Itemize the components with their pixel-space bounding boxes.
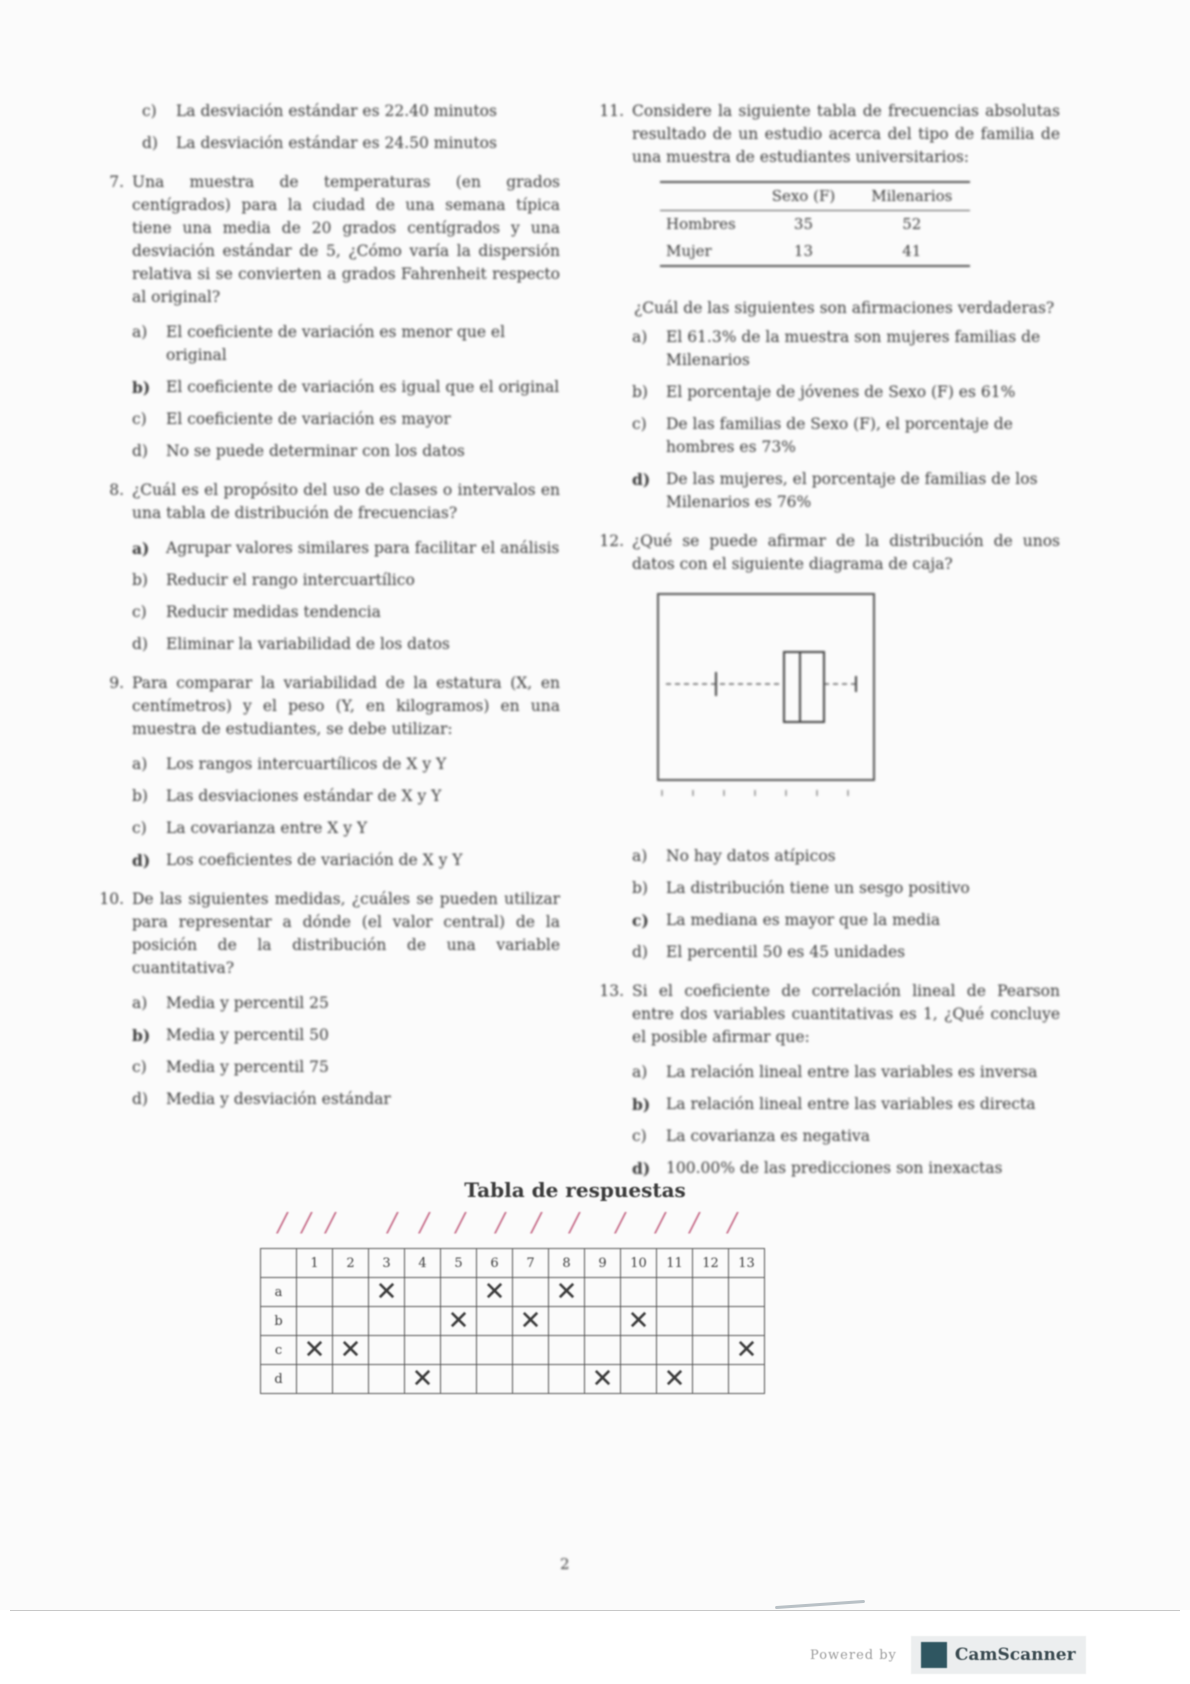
option-text: No se puede determinar con los datos: [166, 442, 465, 460]
answer-grid-cell: [477, 1336, 513, 1365]
option-text: No hay datos atípicos: [666, 847, 836, 865]
page-number: 2: [560, 1555, 570, 1573]
option: [132, 633, 560, 656]
answer-table: [260, 1178, 830, 1394]
interquartile-box: [784, 652, 824, 722]
answer-grid-cell: [513, 1336, 549, 1365]
answer-grid-row: [261, 1365, 765, 1394]
option: [132, 1088, 560, 1111]
answer-grid-cell: [405, 1307, 441, 1336]
check-mark: /: [326, 1208, 335, 1238]
answer-grid-question-number: 7: [513, 1249, 549, 1278]
answer-grid-cell: [549, 1365, 585, 1394]
question-number: 13.: [599, 982, 624, 1000]
option: [632, 877, 1060, 900]
option-letter: d): [632, 943, 648, 961]
camscanner-icon: [921, 1642, 947, 1668]
x-axis-ticks: [662, 790, 848, 796]
table-cell: 52: [902, 215, 922, 233]
option-text: El coeficiente de variación es igual que el original: [166, 378, 560, 396]
option-text: La desviación estándar es 24.50 minutos: [176, 134, 497, 152]
option: [132, 753, 560, 776]
answer-grid-question-number: 13: [729, 1249, 765, 1278]
answer-grid-cell: [549, 1336, 585, 1365]
answer-grid-cell: [729, 1307, 765, 1336]
table-row: [660, 211, 970, 239]
check-mark: /: [532, 1208, 541, 1238]
check-mark: /: [690, 1208, 699, 1238]
question-11-prompt: ¿Cuál de las siguientes son afirmaciones verdaderas?: [634, 299, 1055, 317]
option: [632, 941, 1060, 964]
question-8: [90, 479, 560, 525]
answer-grid-question-number: 3: [369, 1249, 405, 1278]
option-letter: b): [132, 571, 148, 589]
check-mark: /: [456, 1208, 465, 1238]
option-text: La mediana es mayor que la media: [666, 911, 941, 929]
answer-grid-question-number: 2: [333, 1249, 369, 1278]
option-text: Reducir medidas tendencia: [166, 603, 381, 621]
option-letter: a): [132, 323, 148, 341]
option-letter: c): [142, 102, 157, 120]
option-letter: d): [632, 470, 651, 489]
answer-cross-mark: ✕: [519, 1306, 542, 1336]
option-text: Reducir el rango intercuartílico: [166, 571, 415, 589]
answer-grid-row: [261, 1278, 765, 1307]
answer-grid-question-number: 10: [621, 1249, 657, 1278]
option-text: El percentil 50 es 45 unidades: [666, 943, 906, 961]
option-text: Los coeficientes de variación de X y Y: [166, 851, 463, 869]
answer-grid-cell: [621, 1336, 657, 1365]
question-10-options: [132, 992, 560, 1111]
option-text: El coeficiente de variación es menor que el original: [166, 323, 506, 364]
question-9-options: [132, 753, 560, 872]
option-letter: b): [132, 378, 151, 397]
handwritten-check-marks: [260, 1208, 830, 1248]
option: [132, 992, 560, 1015]
answer-grid-cell: [513, 1365, 549, 1394]
question-13: [590, 980, 1060, 1049]
scanner-branding: [810, 1636, 1086, 1674]
check-mark: /: [302, 1208, 311, 1238]
answer-cross-mark: ✕: [303, 1335, 326, 1365]
answer-grid-cell: [729, 1336, 765, 1365]
option: [132, 785, 560, 808]
answer-grid-cell: [693, 1365, 729, 1394]
table-header-cell: [660, 182, 754, 211]
option: [142, 132, 560, 155]
answer-grid-cell: [333, 1307, 369, 1336]
option: [632, 1157, 1060, 1180]
camscanner-logo: [911, 1636, 1086, 1674]
answer-grid-cell: [621, 1365, 657, 1394]
option-text: De las mujeres, el porcentaje de familias de los Milenarios es 76%: [666, 470, 1038, 511]
table-cell: Mujer: [660, 238, 754, 266]
q6-continued-options: [142, 100, 560, 155]
option-letter: b): [132, 787, 148, 805]
answer-grid-corner: [261, 1249, 297, 1278]
option-letter: c): [132, 603, 147, 621]
answer-grid-cell: [585, 1307, 621, 1336]
question-12-options: [632, 845, 1060, 964]
option-letter: b): [132, 1026, 151, 1045]
question-stem: Para comparar la variabilidad de la estatura (X, en centímetros) y el peso (Y, en kilogramos) en una muestra de estudiantes, se debe utilizar:: [132, 674, 560, 738]
option-letter: d): [132, 851, 151, 870]
check-mark: /: [656, 1208, 665, 1238]
table-header-row: [660, 182, 970, 211]
answer-cross-mark: ✕: [339, 1335, 362, 1365]
answer-cross-mark: ✕: [555, 1277, 578, 1307]
box-plot: [648, 590, 888, 820]
frequency-table: [660, 181, 970, 267]
answer-grid-cell: [549, 1307, 585, 1336]
answer-grid-cell: [621, 1278, 657, 1307]
answer-grid-row: [261, 1336, 765, 1365]
option-letter: c): [632, 1127, 647, 1145]
option-letter: a): [632, 328, 648, 346]
table-cell: Hombres: [666, 215, 736, 233]
option: [632, 845, 1060, 868]
option-letter: a): [632, 1063, 648, 1081]
answer-grid-cell: [297, 1278, 333, 1307]
answer-grid-cell: [369, 1336, 405, 1365]
answer-cross-mark: ✕: [627, 1306, 650, 1336]
option-letter: c): [132, 819, 147, 837]
option: [632, 326, 1060, 372]
option-letter: c): [632, 415, 647, 433]
option-text: La covarianza entre X y Y: [166, 819, 368, 837]
answer-grid-question-number: 9: [585, 1249, 621, 1278]
answer-cross-mark: ✕: [447, 1306, 470, 1336]
check-mark: /: [570, 1208, 579, 1238]
option-text: Eliminar la variabilidad de los datos: [166, 635, 450, 653]
question-number: 10.: [99, 890, 124, 908]
option-letter: b): [632, 383, 648, 401]
option: [632, 413, 1060, 459]
answer-grid-row-label: a: [261, 1278, 297, 1307]
option: [142, 100, 560, 123]
option-text: 100.00% de las predicciones son inexactas: [666, 1159, 1003, 1177]
answer-grid-cell: [513, 1307, 549, 1336]
answer-grid-row-label: d: [261, 1365, 297, 1394]
option-letter: a): [132, 755, 148, 773]
answer-grid-cell: [405, 1365, 441, 1394]
answer-grid-cell: [585, 1336, 621, 1365]
question-stem: Una muestra de temperaturas (en grados centígrados) para la ciudad de una semana típica tiene una media de 20 grados centígrados y una desviación estándar de 5, ¿Cómo varía la dispersión relativa si se convierten a grados Fahrenheit respecto al original?: [132, 173, 560, 306]
option: [132, 849, 560, 872]
answer-grid-cell: [333, 1336, 369, 1365]
answer-grid-cell: [297, 1336, 333, 1365]
answer-grid-cell: [585, 1278, 621, 1307]
scan-edge: [10, 1610, 1180, 1611]
check-mark: /: [616, 1208, 625, 1238]
question-12: [590, 530, 1060, 576]
answer-grid-cell: [513, 1278, 549, 1307]
answer-grid-row-label: c: [261, 1336, 297, 1365]
question-number: 12.: [599, 532, 624, 550]
answer-grid-question-number: 6: [477, 1249, 513, 1278]
answer-grid-question-number: 1: [297, 1249, 333, 1278]
option-text: El coeficiente de variación es mayor: [166, 410, 451, 428]
plot-frame: [658, 594, 874, 780]
option-text: La desviación estándar es 22.40 minutos: [176, 102, 497, 120]
option-text: De las familias de Sexo (F), el porcentaje de hombres es 73%: [666, 415, 1013, 456]
answer-cross-mark: ✕: [375, 1277, 398, 1307]
left-column: [90, 100, 560, 1127]
answer-grid-row: [261, 1307, 765, 1336]
option-text: Las desviaciones estándar de X y Y: [166, 787, 442, 805]
answer-grid-cell: [477, 1307, 513, 1336]
question-10: [90, 888, 560, 980]
question-11-options: [632, 326, 1060, 514]
question-stem: Si el coeficiente de correlación lineal de Pearson entre dos variables cuantitativas es 1, ¿Qué concluye el posible afirmar que:: [632, 982, 1060, 1046]
answer-grid-question-number: 8: [549, 1249, 585, 1278]
answer-grid-cell: [441, 1307, 477, 1336]
question-number: 9.: [109, 674, 124, 692]
answer-grid-cell: [297, 1307, 333, 1336]
option-letter: d): [132, 1090, 148, 1108]
answer-grid-cell: [621, 1307, 657, 1336]
option-letter: a): [632, 847, 648, 865]
question-7-options: [132, 321, 560, 463]
answer-grid-row-label: b: [261, 1307, 297, 1336]
answer-grid-cell: [441, 1278, 477, 1307]
camscanner-name: CamScanner: [954, 1645, 1076, 1665]
check-mark: /: [388, 1208, 397, 1238]
option-letter: c): [632, 911, 649, 930]
answer-grid: [260, 1248, 765, 1394]
question-number: 11.: [599, 102, 624, 120]
option-letter: a): [132, 994, 148, 1012]
answer-grid-cell: [441, 1336, 477, 1365]
option-text: La relación lineal entre las variables es directa: [666, 1095, 1036, 1113]
answer-cross-mark: ✕: [735, 1335, 758, 1365]
question-8-options: [132, 537, 560, 656]
answer-grid-cell: [729, 1278, 765, 1307]
option: [132, 601, 560, 624]
answer-grid-header-row: [261, 1249, 765, 1278]
check-mark: /: [728, 1208, 737, 1238]
option: [132, 408, 560, 431]
option-text: Media y percentil 50: [166, 1026, 329, 1044]
box-plot-figure: [648, 590, 1060, 827]
table-cell: 41: [853, 238, 970, 266]
option-letter: d): [132, 635, 148, 653]
option-text: Los rangos intercuartílicos de X y Y: [166, 755, 447, 773]
option-text: El 61.3% de la muestra son mujeres familias de Milenarios: [666, 328, 1041, 369]
option-letter: b): [632, 879, 648, 897]
check-mark: /: [278, 1208, 287, 1238]
answer-table-title: Tabla de respuestas: [464, 1178, 686, 1202]
answer-grid-cell: [477, 1365, 513, 1394]
option: [132, 817, 560, 840]
answer-grid-cell: [693, 1278, 729, 1307]
option: [132, 376, 560, 399]
option: [132, 321, 560, 367]
answer-grid-cell: [585, 1365, 621, 1394]
answer-grid-cell: [657, 1365, 693, 1394]
question-stem: ¿Cuál es el propósito del uso de clases o intervalos en una tabla de distribución de frecuencias?: [132, 481, 560, 522]
option-text: La covarianza es negativa: [666, 1127, 870, 1145]
answer-cross-mark: ✕: [483, 1277, 506, 1307]
option-text: Media y desviación estándar: [166, 1090, 391, 1108]
answer-grid-cell: [405, 1278, 441, 1307]
option-letter: b): [632, 1095, 651, 1114]
option-letter: a): [132, 539, 150, 558]
question-stem: Considere la siguiente tabla de frecuencias absolutas resultado de un estudio acerca del tipo de familia de una muestra de estudiantes universitarios:: [632, 102, 1060, 166]
table-header-cell: Milenarios: [853, 182, 970, 211]
option-letter: c): [132, 410, 147, 428]
answer-grid-cell: [369, 1365, 405, 1394]
table-header-cell: Sexo (F): [754, 182, 854, 211]
question-stem: ¿Qué se puede afirmar de la distribución de unos datos con el siguiente diagrama de caja?: [632, 532, 1060, 573]
question-number: 7.: [109, 173, 124, 191]
option: [132, 537, 560, 560]
question-9: [90, 672, 560, 741]
answer-grid-cell: [369, 1278, 405, 1307]
answer-grid-cell: [477, 1278, 513, 1307]
answer-grid-cell: [549, 1278, 585, 1307]
answer-grid-cell: [333, 1365, 369, 1394]
answer-grid-cell: [693, 1336, 729, 1365]
question-11: [590, 100, 1060, 169]
answer-grid-cell: [693, 1307, 729, 1336]
answer-grid-cell: [297, 1365, 333, 1394]
option: [632, 1093, 1060, 1116]
answer-cross-mark: ✕: [663, 1364, 686, 1394]
answer-cross-mark: ✕: [591, 1364, 614, 1394]
option-text: El porcentaje de jóvenes de Sexo (F) es 61%: [666, 383, 1016, 401]
question-number: 8.: [109, 481, 124, 499]
option-text: La relación lineal entre las variables es inversa: [666, 1063, 1038, 1081]
question-13-options: [632, 1061, 1060, 1180]
option-letter: d): [142, 134, 158, 152]
question-7: [90, 171, 560, 309]
table-cell: 13: [754, 238, 854, 266]
powered-by-label: Powered by: [810, 1647, 897, 1663]
answer-grid-cell: [657, 1307, 693, 1336]
option-text: Media y percentil 25: [166, 994, 329, 1012]
answer-grid-cell: [333, 1278, 369, 1307]
check-mark: /: [420, 1208, 429, 1238]
table-cell: 35: [793, 215, 813, 233]
check-mark: /: [496, 1208, 505, 1238]
option: [632, 381, 1060, 404]
answer-grid-cell: [729, 1365, 765, 1394]
right-column: [590, 100, 1060, 1196]
answer-grid-cell: [441, 1365, 477, 1394]
option-letter: d): [132, 442, 148, 460]
option-text: Agrupar valores similares para facilitar el análisis: [166, 539, 560, 557]
answer-grid-cell: [369, 1307, 405, 1336]
answer-grid-question-number: 5: [441, 1249, 477, 1278]
option: [132, 569, 560, 592]
answer-grid-cell: [405, 1336, 441, 1365]
option: [632, 1125, 1060, 1148]
option: [632, 468, 1060, 514]
option: [632, 909, 1060, 932]
table-row: [660, 238, 970, 266]
option: [132, 1024, 560, 1047]
answer-grid-cell: [657, 1336, 693, 1365]
answer-grid-question-number: 4: [405, 1249, 441, 1278]
option-letter: c): [132, 1058, 147, 1076]
option: [132, 440, 560, 463]
option-text: Media y percentil 75: [166, 1058, 329, 1076]
answer-grid-cell: [657, 1278, 693, 1307]
answer-grid-question-number: 11: [657, 1249, 693, 1278]
option: [632, 1061, 1060, 1084]
answer-grid-question-number: 12: [693, 1249, 729, 1278]
option-text: La distribución tiene un sesgo positivo: [666, 879, 970, 897]
answer-cross-mark: ✕: [411, 1364, 434, 1394]
option: [132, 1056, 560, 1079]
option-letter: d): [632, 1159, 651, 1178]
question-stem: De las siguientes medidas, ¿cuáles se pueden utilizar para representar a dónde (el valor central) de la posición de la distribución de una variable cuantitativa?: [132, 890, 560, 977]
